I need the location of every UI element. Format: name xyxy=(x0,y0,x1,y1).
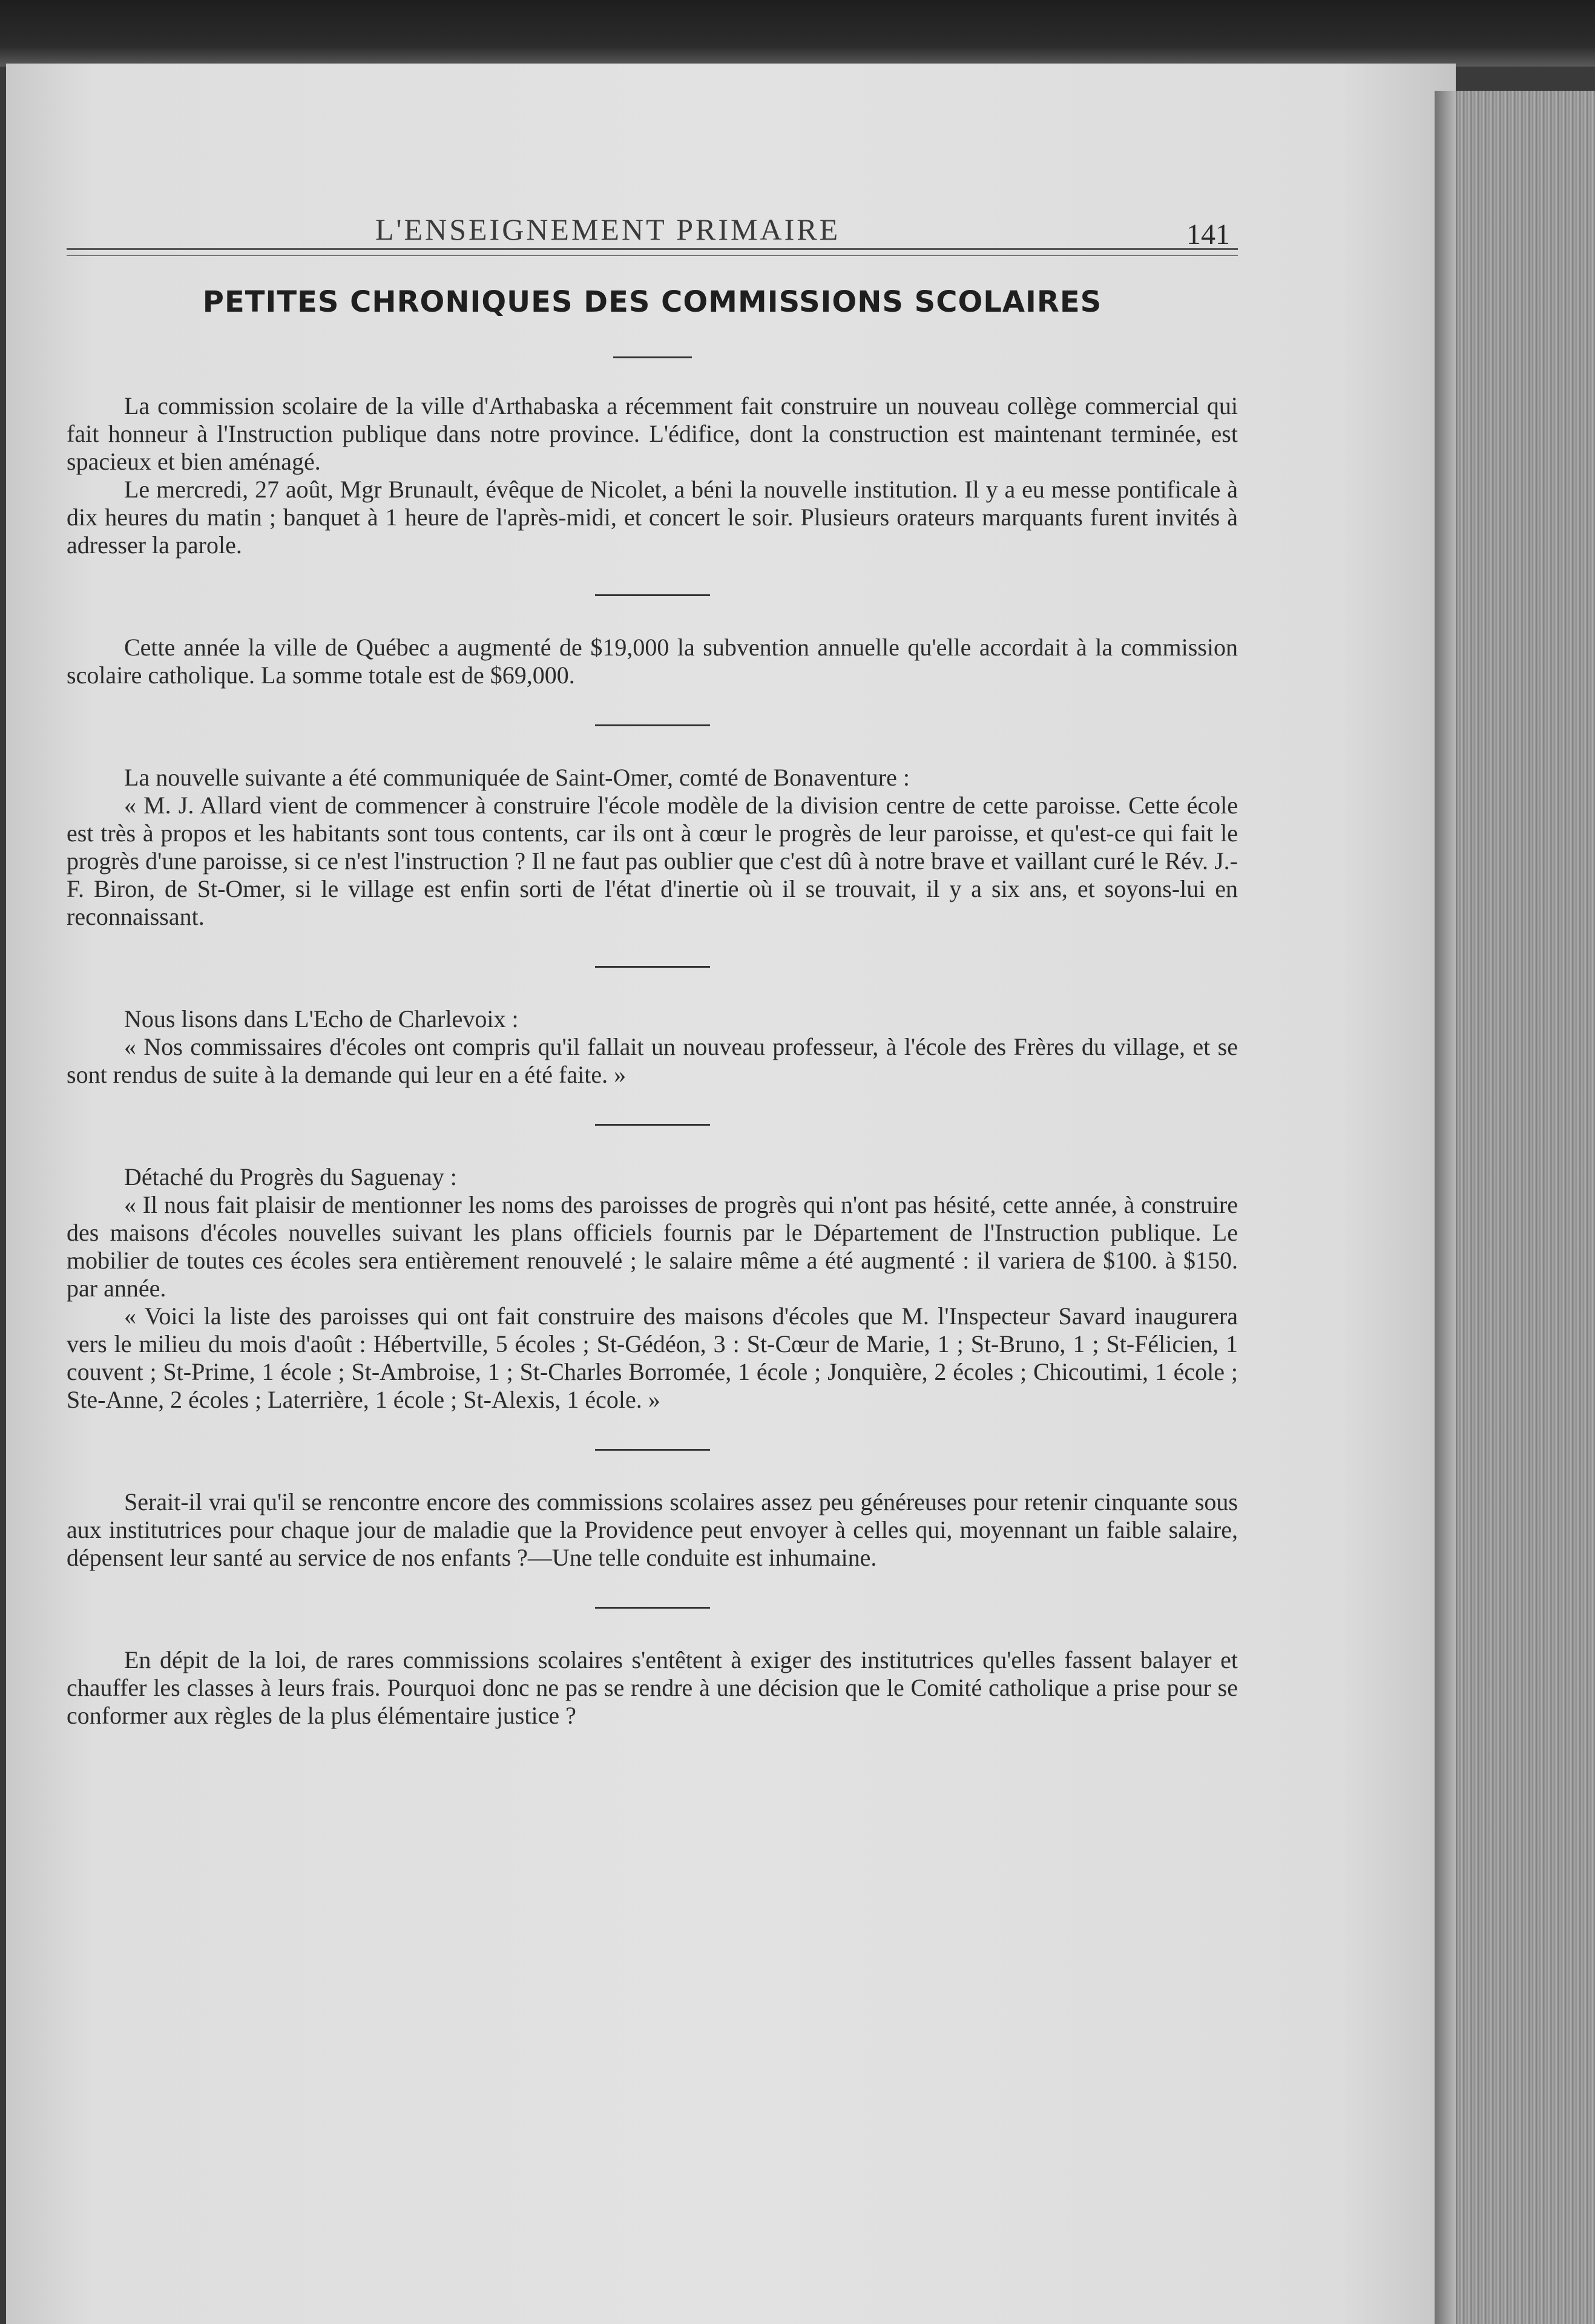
section-separator xyxy=(595,594,710,596)
news-item-cleaning-duties xyxy=(67,1646,1238,1730)
paragraph: La nouvelle suivante a été communiquée de Saint-Omer, comté de Bonaventure : xyxy=(124,764,910,791)
article-title: PETITES CHRONIQUES DES COMMISSIONS SCOLAIRES xyxy=(202,285,1102,319)
gutter-shadow xyxy=(1435,91,1459,2324)
section-separator xyxy=(595,1607,710,1609)
paragraph: « M. J. Allard vient de commencer à construire l'école modèle de la division centre de cette paroisse. Cette école est très à propos et les habitants sont tous contents, car ils ont à cœur le progrès de leur paroisse, et qu'est-ce qui fait le progrès d'une paroisse, si ce n'est l'instruction ? Il ne faut pas oublier que c'est dû à notre brave et vaillant curé le Rév. J.-F. Biron, de St-Omer, si le village est enfin sorti de l'état d'inertie où il se trouvait, il y a six ans, et soyons-lui en reconnaissant. xyxy=(67,792,1238,930)
section-separator xyxy=(595,1124,710,1126)
news-item-saint-omer xyxy=(67,764,1238,931)
scanner-background xyxy=(0,0,1595,67)
paragraph: La commission scolaire de la ville d'Arthabaska a récemment fait construire un nouveau collège commercial qui fait honneur à l'Instruction publique dans notre province. L'édifice, dont la construction est maintenant terminée, est spacieux et bien aménagé. xyxy=(67,392,1238,475)
paragraph: Serait-il vrai qu'il se rencontre encore des commissions scolaires assez peu généreuses pour retenir cinquante sous aux institutrices pour chaque jour de maladie que la Providence peut envoyer à celles qui, moyennant un faible salaire, dépensent leur santé au service de nos enfants ?—Une telle conduite est inhumaine. xyxy=(67,1488,1238,1571)
news-item-charlevoix xyxy=(67,1005,1238,1089)
paragraph: « Il nous fait plaisir de mentionner les noms des paroisses de progrès qui n'ont pas hésité, cette année, à construire des maisons d'écoles nouvelles suivant les plans officiels fournis par le Département de l'Instruction publique. Le mobilier de toutes ces écoles sera entièrement renouvelé ; le salaire même a été augmenté : il variera de $100. à $150. par année. xyxy=(67,1191,1238,1302)
page-number: 141 xyxy=(1186,218,1230,251)
running-head xyxy=(67,182,1238,251)
news-item-saguenay xyxy=(67,1163,1238,1414)
section-separator xyxy=(595,724,710,726)
paragraph: Le mercredi, 27 août, Mgr Brunault, évêque de Nicolet, a béni la nouvelle institution. Il y a eu messe pontificale à dix heures du matin ; banquet à 1 heure de l'après-midi, et concert le soir. Plusieurs orateurs marquants furent invités à adresser la parole. xyxy=(67,476,1238,559)
header-rule xyxy=(67,248,1238,256)
journal-title: L'ENSEIGNEMENT PRIMAIRE xyxy=(375,212,841,246)
paragraph: « Nos commissaires d'écoles ont compris qu'il fallait un nouveau professeur, à l'école des Frères du village, et se sont rendus de suite à la demande qui leur en a été faite. » xyxy=(67,1033,1238,1088)
section-separator xyxy=(595,1449,710,1451)
paragraph: Détaché du Progrès du Saguenay : xyxy=(124,1163,457,1190)
news-item-sick-leave xyxy=(67,1488,1238,1572)
news-item-quebec xyxy=(67,634,1238,689)
paragraph: « Voici la liste des paroisses qui ont fait construire des maisons d'écoles que M. l'Inspecteur Savard inaugurera vers le milieu du mois d'août : Hébertville, 5 écoles ; St-Gédéon, 3 : St-Cœur de Marie, 1 ; St-Bruno, 1 ; St-Félicien, 1 couvent ; St-Prime, 1 école ; St-Ambroise, 1 ; St-Charles Borromée, 1 école ; Jonquière, 2 écoles ; Chicoutimi, 1 école ; Ste-Anne, 2 écoles ; Laterrière, 1 école ; St-Alexis, 1 école. » xyxy=(67,1302,1238,1413)
page-content xyxy=(67,182,1238,1730)
section-separator xyxy=(613,356,692,358)
news-item-arthabaska xyxy=(67,392,1238,559)
paragraph: En dépit de la loi, de rares commissions scolaires s'entêtent à exiger des institutrices qu'elles fassent balayer et chauffer les classes à leurs frais. Pourquoi donc ne pas se rendre à une décision que le Comité catholique a prise pour se conformer aux règles de la plus élémentaire justice ? xyxy=(67,1646,1238,1729)
paragraph: Cette année la ville de Québec a augmenté de $19,000 la subvention annuelle qu'elle accordait à la commission scolaire catholique. La somme totale est de $69,000. xyxy=(67,634,1238,689)
paragraph: Nous lisons dans L'Echo de Charlevoix : xyxy=(124,1005,519,1032)
section-separator xyxy=(595,966,710,968)
